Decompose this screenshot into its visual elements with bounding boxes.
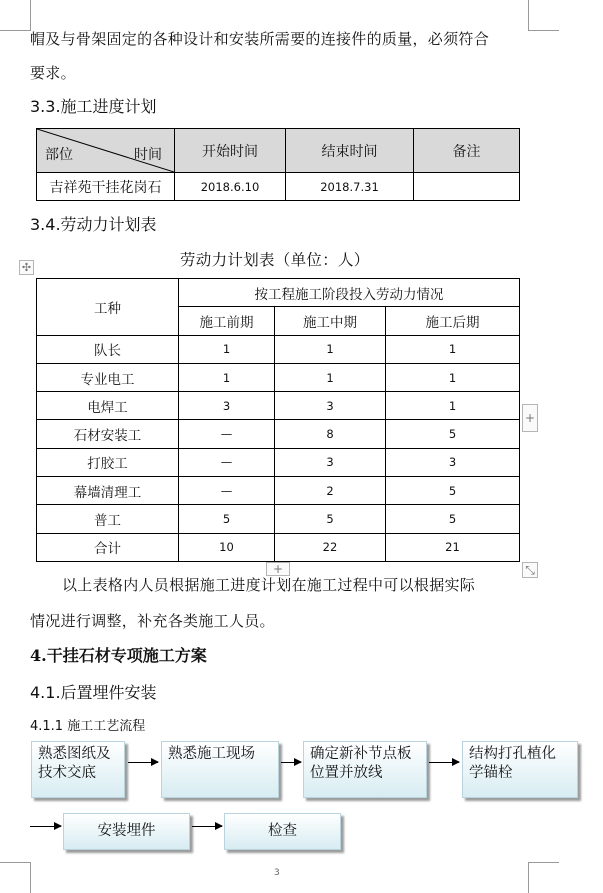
flow-step-1-line-2: 技术交底: [38, 765, 96, 781]
table-row: [37, 392, 520, 420]
header-note: 备注: [414, 129, 520, 173]
crop-mark-top-left: [0, 0, 31, 31]
header-start-time: 开始时间: [175, 129, 286, 173]
flow-step-4-line-2: 学锚栓: [469, 765, 513, 781]
flow-arrow-4: [30, 826, 61, 827]
flow-step-3-line-2: 位置并放线: [310, 765, 383, 781]
labor-table: [36, 278, 520, 562]
cell-late: 21: [386, 533, 520, 561]
cell-work-type: 专业电工: [37, 363, 179, 391]
table-row: [37, 363, 520, 391]
cell-mid: 1: [275, 363, 386, 391]
cell-early: 10: [179, 533, 275, 561]
cell-start-date: 2018.6.10: [175, 173, 286, 201]
flow-step-4: [462, 741, 578, 798]
table-row: [37, 477, 520, 505]
add-row-button[interactable]: +: [266, 562, 290, 576]
section-4-1-1-heading: 4.1.1 施工工艺流程: [30, 719, 146, 734]
diag-label-location: 部位: [45, 147, 73, 163]
flow-step-6: [224, 813, 341, 850]
flow-step-3: [303, 741, 427, 798]
flow-step-1: [31, 741, 125, 798]
flow-step-5: [63, 813, 190, 850]
flow-step-2: [161, 741, 279, 798]
add-column-button[interactable]: +: [522, 404, 538, 432]
cell-end-date: 2018.7.31: [286, 173, 414, 201]
header-phase-mid: 施工中期: [275, 307, 386, 335]
table-row: [37, 448, 520, 476]
cell-early: 3: [179, 392, 275, 420]
cell-mid: 3: [275, 392, 386, 420]
flow-arrow-1: [128, 762, 158, 763]
table-row: [37, 420, 520, 448]
flow-step-2-line-1: 熟悉施工现场: [168, 746, 255, 762]
flow-arrow-2: [281, 762, 301, 763]
cell-late: 1: [386, 335, 520, 363]
section-3-3-heading: 3.3.施工进度计划: [30, 97, 157, 116]
flow-step-6-label: 检查: [268, 823, 297, 839]
cell-late: 5: [386, 420, 520, 448]
flow-arrow-3: [429, 762, 459, 763]
page-number: 3: [274, 868, 280, 878]
labor-note-line-1: 以上表格内人员根据施工进度计划在施工过程中可以根据实际: [62, 576, 476, 594]
flow-step-3-line-1: 确定新补节点板: [310, 746, 412, 762]
section-4-1-heading: 4.1.后置埋件安装: [30, 683, 157, 702]
cell-late: 5: [386, 505, 520, 533]
cell-work-type: 石材安装工: [37, 420, 179, 448]
labor-note-line-2: 情况进行调整，补充各类施工人员。: [30, 612, 275, 630]
cell-late: 1: [386, 363, 520, 391]
crop-mark-bottom-left: [0, 862, 31, 893]
cell-location: 吉祥苑干挂花岗石: [37, 173, 175, 201]
flow-step-1-line-1: 熟悉图纸及: [38, 746, 111, 762]
schedule-table: [36, 128, 520, 201]
cell-early: 1: [179, 363, 275, 391]
cell-work-type: 队长: [37, 335, 179, 363]
flow-step-5-label: 安装埋件: [97, 823, 156, 839]
diagonal-header-cell: [37, 129, 175, 173]
cell-work-type: 打胶工: [37, 448, 179, 476]
cell-late: 5: [386, 477, 520, 505]
cell-late: 1: [386, 392, 520, 420]
cell-early: —: [179, 448, 275, 476]
cell-early: —: [179, 420, 275, 448]
header-phase-early: 施工前期: [179, 307, 275, 335]
cell-mid: 2: [275, 477, 386, 505]
cell-work-type: 合计: [37, 533, 179, 561]
cell-early: 1: [179, 335, 275, 363]
cell-mid: 5: [275, 505, 386, 533]
flow-step-4-line-1: 结构打孔植化: [469, 746, 556, 762]
labor-table-caption: 劳动力计划表（单位：人）: [180, 251, 370, 269]
cell-mid: 8: [275, 420, 386, 448]
header-phase-late: 施工后期: [386, 307, 520, 335]
diag-label-time: 时间: [134, 147, 162, 163]
header-group: 按工程施工阶段投入劳动力情况: [179, 279, 520, 307]
table-move-handle[interactable]: ✣: [19, 260, 34, 275]
crop-mark-top-right: [528, 0, 559, 31]
section-4-heading: 4.干挂石材专项施工方案: [30, 646, 207, 665]
cell-work-type: 普工: [37, 505, 179, 533]
cell-mid: 22: [275, 533, 386, 561]
section-3-4-heading: 3.4.劳动力计划表: [30, 215, 157, 234]
table-row: [37, 335, 520, 363]
cell-early: 5: [179, 505, 275, 533]
cell-mid: 3: [275, 448, 386, 476]
table-row: [37, 533, 520, 561]
cell-mid: 1: [275, 335, 386, 363]
flow-arrow-5: [192, 826, 222, 827]
intro-line-1: 帽及与骨架固定的各种设计和安装所需要的连接件的质量，必须符合: [30, 30, 490, 48]
cell-work-type: 电焊工: [37, 392, 179, 420]
cell-early: —: [179, 477, 275, 505]
table-resize-handle[interactable]: ⤡: [522, 562, 538, 578]
cell-work-type: 幕墙清理工: [37, 477, 179, 505]
header-work-type: 工种: [37, 279, 179, 336]
header-end-time: 结束时间: [286, 129, 414, 173]
cell-late: 3: [386, 448, 520, 476]
crop-mark-bottom-right: [528, 862, 559, 893]
intro-line-2: 要求。: [30, 64, 76, 82]
cell-note: [414, 173, 520, 201]
table-row: [37, 505, 520, 533]
